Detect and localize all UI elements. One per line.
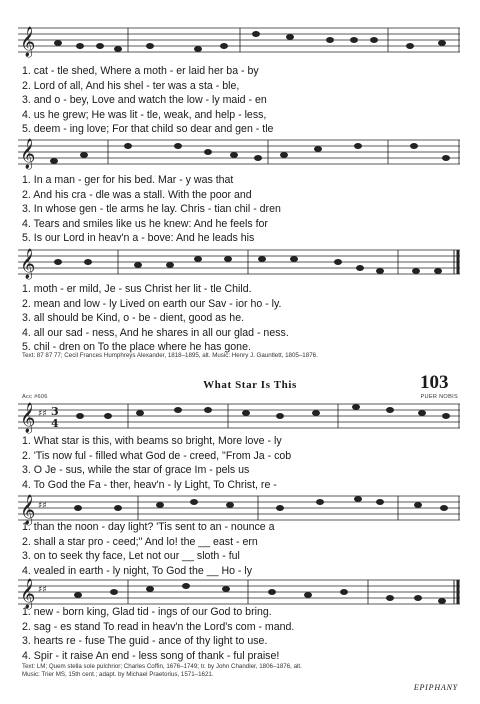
lyric-line: 4. Tears and smiles like us he knew: And he feels for — [22, 217, 268, 230]
lyric-line: 4. To God the Fa - ther, heav'n - ly Light, To Christ, re - — [22, 478, 277, 491]
verse-block-1 — [22, 64, 444, 137]
accompaniment-ref: Acc #606 — [22, 394, 48, 400]
credits-line: Text: 87 87 77; Cecil Frances Humphreys Alexander, 1818–1895, alt. Music: Henry J. Gauntlett, 1805–1876. — [22, 352, 318, 359]
music-staff — [18, 20, 460, 64]
lyric-line: 1. cat - tle shed, Where a moth - er laid her ba - by — [22, 65, 259, 77]
lyric-line: 5. chil - dren on To the place where he has gone. — [22, 341, 251, 354]
lyric-line: 1. What star is this, with beams so bright, More love - ly — [22, 435, 282, 447]
svg-text:3: 3 — [51, 405, 59, 418]
credits-line: Text: LM; Quem stella sole pulchrior; Charles Coffin, 1676–1749; tr. by John Chandler, 1806–1876, alt. — [22, 663, 302, 670]
lyric-line: 3. O Je - sus, while the star of grace Im - pels us — [22, 464, 250, 477]
verse-block-5 — [22, 520, 444, 578]
lyric-line: 3. on to seek thy face, Let not our __ sloth - ful — [22, 550, 240, 563]
verse-block-6 — [22, 605, 444, 663]
svg-text:♯♯: ♯♯ — [38, 409, 47, 419]
hymn-credits — [22, 663, 458, 679]
lyric-line: 3. and o - bey, Love and watch the low - ly maid - en — [22, 94, 267, 107]
hymn-credits — [22, 352, 458, 360]
hymn-title: What Star Is This — [203, 379, 297, 391]
lyric-line: 2. shall a star pro - ceed;" And lo! the __ east - ern — [22, 535, 258, 548]
lyric-line: 4. all our sad - ness, And he shares in all our glad - ness. — [22, 326, 289, 339]
lyric-line: 2. 'Tis now ful - filled what God de - creed, "From Ja - cob — [22, 449, 292, 462]
svg-text:𝄞: 𝄞 — [20, 139, 36, 169]
lyric-line: 1. new - born king, Glad tid - ings of our God to bring. — [22, 606, 272, 618]
lyric-line: 2. And his cra - dle was a stall. With the poor and — [22, 188, 252, 201]
svg-text:♯♯: ♯♯ — [38, 501, 47, 511]
lyric-line: 2. sag - es stand To read in heav'n the Lord's com - mand. — [22, 620, 295, 633]
svg-text:𝄞: 𝄞 — [20, 249, 36, 279]
lyric-line: 4. us he grew; He was lit - tle, weak, and help - less, — [22, 108, 267, 121]
svg-text:𝄞: 𝄞 — [20, 27, 36, 57]
credits-line: Music: Trier MS, 15th cent.; adapt. by Michael Praetorius, 1571–1621. — [22, 671, 214, 678]
lyric-line: 1. than the noon - day light? 'Tis sent to an - nounce a — [22, 521, 275, 533]
svg-text:𝄞: 𝄞 — [20, 579, 36, 609]
lyric-line: 2. Lord of all, And his shel - ter was a sta - ble, — [22, 79, 240, 92]
lyric-line: 4. Spir - it raise An end - less song of thank - ful praise! — [22, 649, 280, 662]
svg-text:♯♯: ♯♯ — [38, 585, 47, 595]
music-staff — [18, 132, 460, 176]
verse-block-2 — [22, 173, 444, 246]
lyric-line: 5. Is our Lord in heav'n a - bove: And he leads his — [22, 232, 255, 245]
lyric-line: 3. all should be Kind, o - be - dient, good as he. — [22, 312, 245, 325]
tune-name: PUER NOBIS — [420, 394, 458, 400]
svg-text:𝄞: 𝄞 — [20, 403, 36, 433]
music-staff — [18, 242, 460, 286]
lyric-line: 3. hearts re - fuse The guid - ance of thy light to use. — [22, 635, 268, 648]
lyric-line: 5. deem - ing love; For that child so dear and gen - tle — [22, 123, 274, 136]
verse-block-4 — [22, 434, 444, 492]
lyric-line: 2. mean and low - ly Lived on earth our Sav - ior ho - ly. — [22, 297, 282, 310]
hymn-number: 103 — [420, 372, 449, 393]
lyric-line: 1. In a man - ger for his bed. Mar - y was that — [22, 174, 234, 186]
lyric-line: 1. moth - er mild, Je - sus Christ her lit - tle Child. — [22, 283, 252, 295]
verse-block-3 — [22, 282, 444, 355]
svg-text:𝄞: 𝄞 — [20, 495, 36, 525]
lyric-line: 4. vealed in earth - ly night, To God the __ Ho - ly — [22, 564, 253, 577]
lyric-line: 3. In whose gen - tle arms he lay. Chris - tian chil - dren — [22, 203, 281, 216]
svg-text:4: 4 — [51, 417, 59, 430]
season-label: EPIPHANY — [413, 683, 458, 692]
